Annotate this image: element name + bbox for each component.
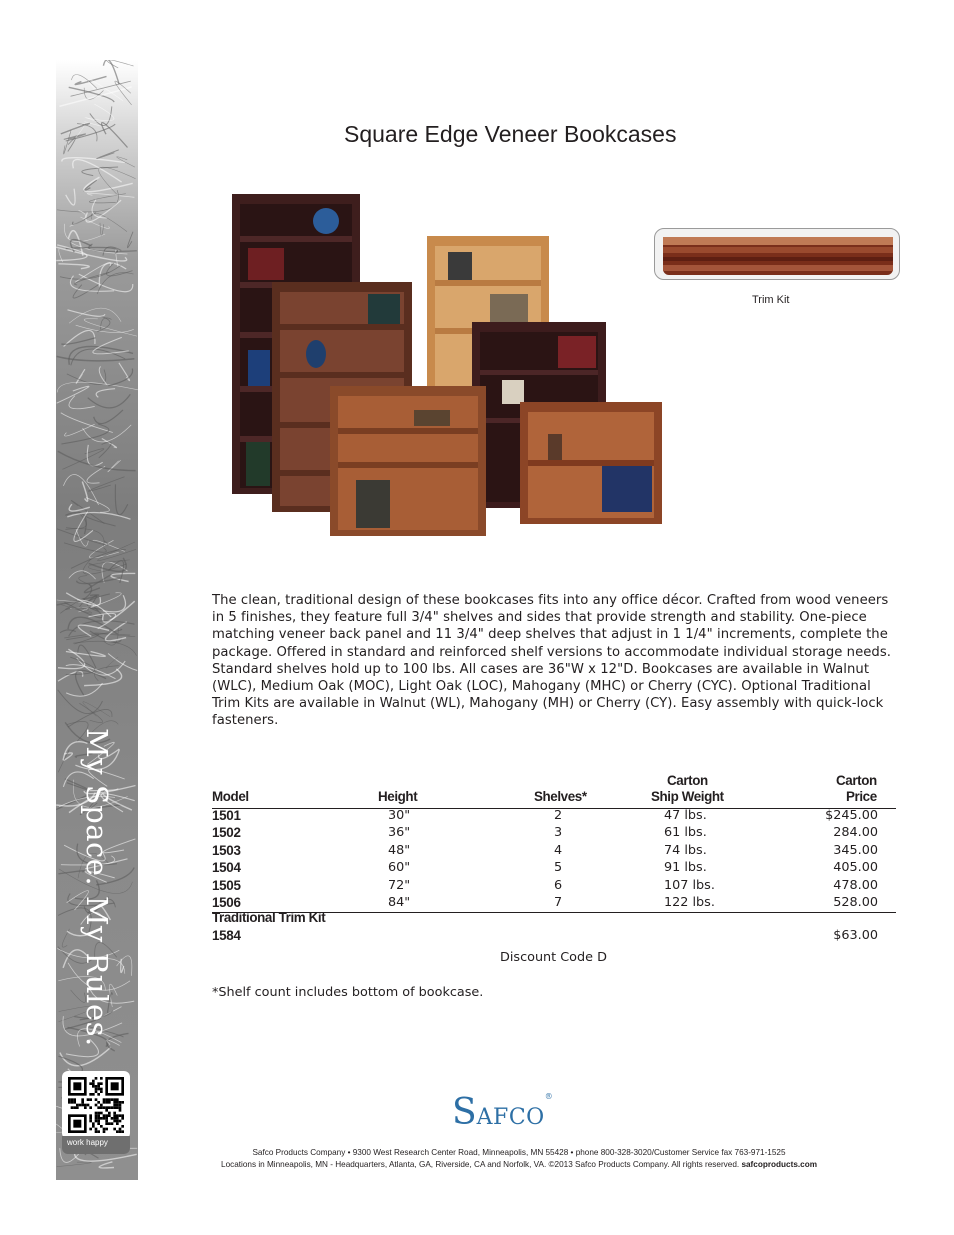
cell-model: 1502: [212, 825, 241, 841]
sidebar-tagline: My Space. My Rules.: [80, 728, 114, 1047]
trim-kit-heading: Traditional Trim Kit: [212, 910, 326, 925]
bookcase-medium-oak-front: [330, 386, 486, 536]
header-price-line1: Carton: [836, 773, 877, 788]
cell-shelves: 6: [554, 877, 563, 893]
trim-kit-image: [655, 229, 899, 279]
cell-height: 30": [388, 808, 411, 823]
qr-code[interactable]: [62, 1071, 130, 1139]
header-price-line2: Price: [846, 789, 877, 804]
cell-height: 84": [388, 895, 411, 910]
trim-kit-caption: Trim Kit: [752, 294, 790, 306]
trim-kit-photo: [654, 228, 900, 280]
cell-shelves: 7: [554, 895, 563, 910]
cell-model: 1501: [212, 808, 241, 823]
cell-model: 1505: [212, 877, 241, 893]
cell-shelves: 3: [554, 825, 563, 841]
qr-code-icon: [68, 1077, 124, 1133]
cell-weight: 122 lbs.: [664, 895, 715, 910]
safco-logo: [452, 1092, 553, 1133]
cell-price: 478.00: [833, 877, 878, 893]
cell-shelves: 5: [554, 860, 563, 876]
product-description: The clean, traditional design of these bookcases fits into any office décor. Crafted from wood veneers in 5 finishes, they feature full 3/4" shelves and sides that provide strength and stability. One-piece matching veneer back panel and 11 3/4" deep shelves that adjust in 1 1/4" increments, complete the package. Offered in standard and reinforced shelf versions to accommodate individual storage needs. Standard shelves hold up to 100 lbs. All cases are 36"W x 12"D. Bookcases are available in Walnut (WLC), Medium Oak (MOC), Light Oak (LOC), Mahogany (MHC) or Cherry (CYC). Optional Traditional Trim Kits are available in Walnut (WL), Mahogany (MH) or Cherry (CY). Easy assembly with quick-lock fasteners.: [212, 593, 892, 729]
cell-height: 36": [388, 825, 411, 841]
footer-locations: [42, 1160, 954, 1169]
bookcase-cherry-small: [520, 402, 662, 524]
page-title: Square Edge Veneer Bookcases: [344, 121, 677, 147]
table-row: [212, 878, 896, 895]
cell-model: 1506: [212, 895, 241, 910]
cell-model: 1504: [212, 860, 241, 876]
cell-price: $245.00: [825, 808, 878, 823]
logo-initial: S: [452, 1092, 477, 1133]
cell-price: 405.00: [833, 860, 878, 876]
footer-address: Safco Products Company • 9300 West Research Center Road, Minneapolis, MN 55428 • phone 800-328-3020/Customer Service fax 763-971-1525: [252, 1148, 786, 1157]
cell-height: 48": [388, 842, 411, 858]
table-row: [212, 843, 896, 860]
table-row: [212, 808, 896, 825]
cell-shelves: 4: [554, 842, 563, 858]
qr-caption: work happy: [67, 1138, 108, 1147]
header-height: Height: [378, 789, 418, 804]
shelf-footnote: *Shelf count includes bottom of bookcase.: [212, 985, 484, 1000]
table-row: [212, 860, 896, 877]
cell-price: 528.00: [833, 895, 878, 910]
header-model: Model: [212, 789, 249, 804]
cell-price: 345.00: [833, 842, 878, 858]
footer-locations-text: Locations in Minneapolis, MN - Headquarters, Atlanta, GA, Riverside, CA and Norfolk, VA. ©2013 Safco Products Company. All rights reserved.: [221, 1160, 740, 1169]
cell-weight: 61 lbs.: [664, 825, 707, 841]
cell-weight: 91 lbs.: [664, 860, 707, 876]
logo-rest: AFCO: [476, 1105, 545, 1130]
logo-registered: ®: [544, 1092, 553, 1101]
cell-weight: 47 lbs.: [664, 808, 707, 823]
cell-model: 1584: [212, 928, 241, 943]
header-weight-line1: Carton: [667, 773, 708, 788]
cell-weight: 74 lbs.: [664, 842, 707, 858]
header-shelves: Shelves*: [534, 789, 587, 804]
table-row-trim: [212, 928, 896, 945]
bookcases-photo: [228, 190, 668, 550]
cell-height: 72": [388, 877, 411, 893]
cell-height: 60": [388, 860, 411, 876]
cell-weight: 107 lbs.: [664, 877, 715, 893]
discount-code: Discount Code D: [500, 950, 607, 965]
header-weight-line2: Ship Weight: [651, 789, 724, 804]
cell-price: $63.00: [833, 928, 878, 943]
cell-shelves: 2: [554, 808, 563, 823]
table-row: [212, 825, 896, 842]
cell-model: 1503: [212, 842, 241, 858]
cell-price: 284.00: [833, 825, 878, 841]
footer-website-link[interactable]: safcoproducts.com: [741, 1160, 817, 1169]
